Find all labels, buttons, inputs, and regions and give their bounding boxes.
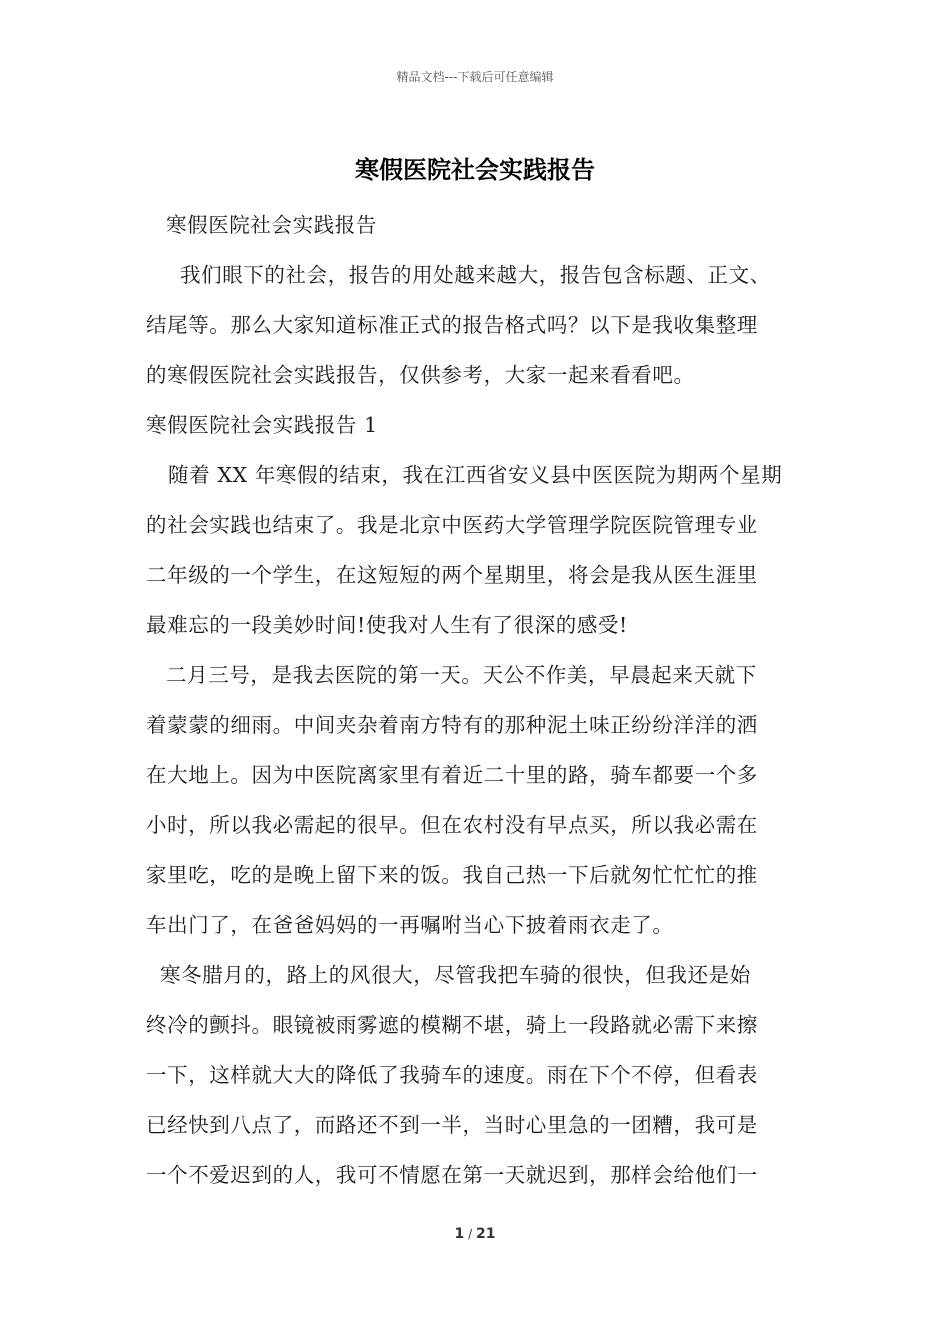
paragraph-line: 的社会实践也结束了。我是北京中医药大学管理学院医院管理专业 [146,513,758,537]
subtitle-line: 寒假医院社会实践报告 [166,213,377,237]
paragraph-line: 二月三号，是我去医院的第一天。天公不作美，早晨起来天就下 [166,663,757,687]
paragraph-line: 随着 XX 年寒假的结束，我在江西省安义县中医医院为期两个星期 [168,463,783,487]
paragraph-line: 家里吃，吃的是晚上留下来的饭。我自己热一下后就匆忙忙忙的推 [146,863,758,887]
paragraph-line: 最难忘的一段美妙时间!使我对人生有了很深的感受! [146,613,628,637]
paragraph-line: 的寒假医院社会实践报告，仅供参考，大家一起来看看吧。 [146,363,695,387]
document-body [146,200,806,1200]
page-current: 1 [454,1226,465,1242]
paragraph-line: 在大地上。因为中医院离家里有着近二十里的路，骑车都要一个多 [146,763,758,787]
paragraph-line: 一下，这样就大大的降低了我骑车的速度。雨在下个不停，但看表 [146,1063,758,1087]
paragraph-line: 小时，所以我必需起的很早。但在农村没有早点买，所以我必需在 [146,813,758,837]
paragraph-line: 一个不爱迟到的人，我可不情愿在第一天就迟到，那样会给他们一 [146,1163,758,1187]
paragraph-line: 已经快到八点了，而路还不到一半，当时心里急的一团糟，我可是 [146,1113,758,1137]
paragraph-line: 寒冬腊月的，路上的风很大，尽管我把车骑的很快，但我还是始 [160,963,751,987]
section-heading: 寒假医院社会实践报告 1 [146,413,378,437]
paragraph-line: 着蒙蒙的细雨。中间夹杂着南方特有的那种泥土味正纷纷洋洋的洒 [146,713,758,737]
paragraph-line: 结尾等。那么大家知道标准正式的报告格式吗？以下是我收集整理 [146,313,758,337]
paragraph-line: 二年级的一个学生，在这短短的两个星期里，将会是我从医生涯里 [146,563,758,587]
header-note: 精品文档---下载后可任意编辑 [396,70,554,84]
paragraph-line: 我们眼下的社会，报告的用处越来越大，报告包含标题、正文、 [180,263,771,287]
page-separator: / [464,1227,476,1241]
page-number [0,1226,950,1242]
page-total: 21 [475,1226,496,1242]
paragraph-line: 车出门了，在爸爸妈妈的一再嘱咐当心下披着雨衣走了。 [146,913,674,937]
paragraph-line: 终冷的颤抖。眼镜被雨雾遮的模糊不堪，骑上一段路就必需下来擦 [146,1013,758,1037]
document-title: 寒假医院社会实践报告 [355,155,595,184]
